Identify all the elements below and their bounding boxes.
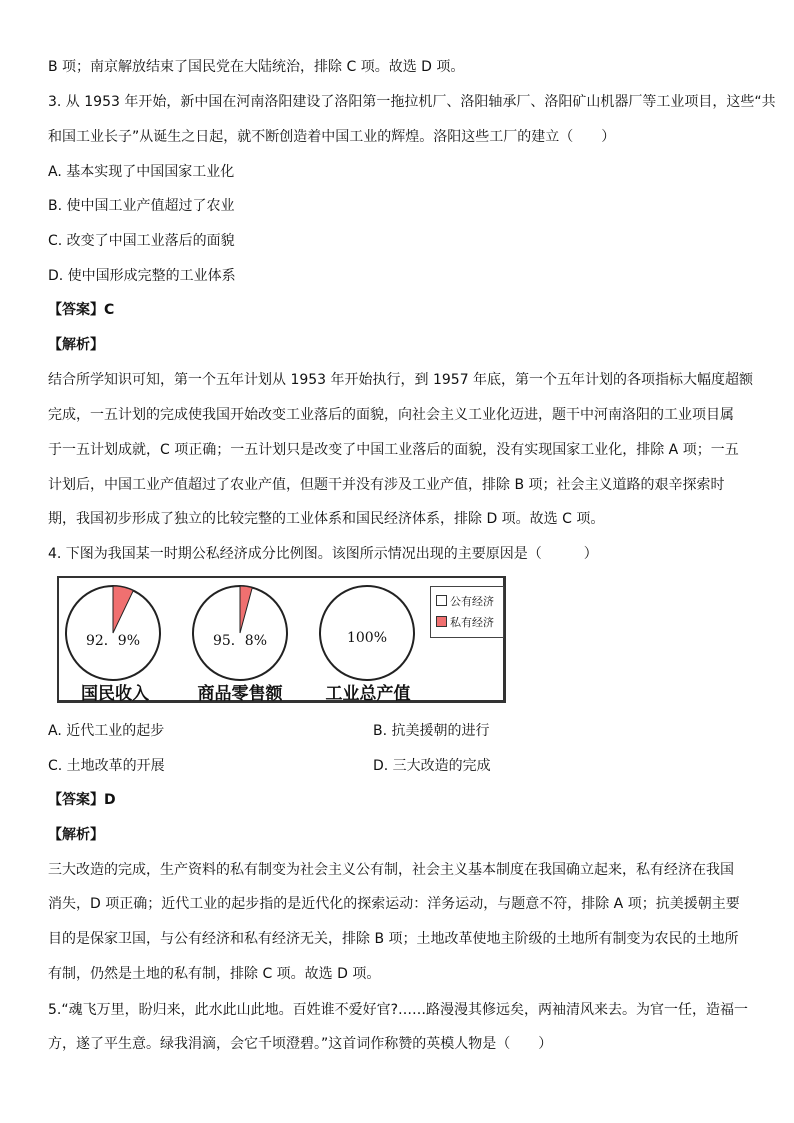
question-3-option-a: A. 基本实现了中国国家工业化 — [48, 164, 235, 180]
question-3-option-d: D. 使中国形成完整的工业体系 — [48, 268, 236, 284]
legend-item-public — [436, 595, 494, 609]
question-3-option-c: C. 改变了中国工业落后的面貌 — [48, 233, 235, 249]
question-4-option-c: C. 土地改革的开展 — [48, 758, 165, 774]
question-5-stem-line-2: 方，遂了平生意。绿我涓滴，会它千顷澄碧。”这首词作称赞的英模人物是（ ） — [48, 1036, 553, 1052]
question-4-analysis-line-1: 三大改造的完成，生产资料的私有制变为社会主义公有制，社会主义基本制度在我国确立起来，私有经济在我国 — [48, 862, 734, 878]
question-3-analysis-line-4: 计划后，中国工业产值超过了农业产值，但题干并没有涉及工业产值，排除 B 项；社会主义道路的艰辛探索时 — [48, 477, 725, 493]
question-3-analysis-line-5: 期，我国初步形成了独立的比较完整的工业体系和国民经济体系，排除 D 项。故选 C 项。 — [48, 511, 605, 527]
question-4-analysis-heading: 【解析】 — [48, 827, 104, 843]
question-4-option-a: A. 近代工业的起步 — [48, 723, 165, 739]
pie-chart-figure — [57, 576, 506, 703]
legend-label-private: 私有经济 — [450, 616, 494, 629]
question-3-answer: 【答案】C — [48, 302, 115, 318]
legend-item-private — [436, 616, 494, 630]
question-3-stem-line-1: 3. 从 1953 年开始，新中国在河南洛阳建设了洛阳第一拖拉机厂、洛阳轴承厂、洛阳矿山机器厂等工业项目，这些“共 — [48, 94, 776, 110]
legend-label-public: 公有经济 — [450, 595, 494, 608]
question-4-analysis-line-4: 有制，仍然是土地的私有制，排除 C 项。故选 D 项。 — [48, 966, 381, 982]
question-5-stem-line-1: 5.“魂飞万里，盼归来，此水此山此地。百姓谁不爱好官?……路漫漫其修远矣，两袖清风来去。为官一任，造福一 — [48, 1002, 749, 1018]
prev-answer-tail: B 项；南京解放结束了国民党在大陆统治，排除 C 项。故选 D 项。 — [48, 59, 465, 75]
legend-swatch-private — [436, 616, 447, 627]
question-3-analysis-line-1: 结合所学知识可知，第一个五年计划从 1953 年开始执行，到 1957 年底，第一个五年计划的各项指标大幅度超额 — [48, 372, 754, 388]
question-4-stem: 4. 下图为我国某一时期公私经济成分比例图。该图所示情况出现的主要原因是（ ） — [48, 546, 598, 562]
question-3-analysis-line-2: 完成，一五计划的完成使我国开始改变工业落后的面貌，向社会主义工业化迈进，题干中河南洛阳的工业项目属 — [48, 407, 734, 423]
chart-legend — [430, 586, 504, 638]
pie-1-percent: 92．9% — [85, 633, 141, 649]
pie-3-caption: 工业总产值 — [325, 684, 411, 704]
question-3-analysis-heading: 【解析】 — [48, 337, 104, 353]
question-4-analysis-line-2: 消失，D 项正确；近代工业的起步指的是近代化的探索运动：洋务运动，与题意不符，排除 A 项；抗美援朝主要 — [48, 896, 740, 912]
question-4-answer: 【答案】D — [48, 792, 116, 808]
question-3-option-b: B. 使中国工业产值超过了农业 — [48, 198, 235, 214]
question-3-analysis-line-3: 于一五计划成就，C 项正确；一五计划只是改变了中国工业落后的面貌，没有实现国家工业化，排除 A 项；一五 — [48, 442, 739, 458]
question-4-analysis-line-3: 目的是保家卫国，与公有经济和私有经济无关，排除 B 项；土地改革使地主阶级的土地所有制变为农民的土地所 — [48, 931, 739, 947]
question-3-stem-line-2: 和国工业长子”从诞生之日起，就不断创造着中国工业的辉煌。洛阳这些工厂的建立（ ） — [48, 129, 616, 145]
question-4-option-b: B. 抗美援朝的进行 — [373, 723, 490, 739]
pie-1-caption: 国民收入 — [81, 684, 149, 704]
legend-swatch-public — [436, 595, 447, 606]
pie-3-percent: 100% — [346, 630, 388, 646]
question-4-option-d: D. 三大改造的完成 — [373, 758, 491, 774]
pie-2-percent: 95．8% — [212, 633, 268, 649]
pie-2-caption: 商品零售额 — [197, 684, 283, 704]
